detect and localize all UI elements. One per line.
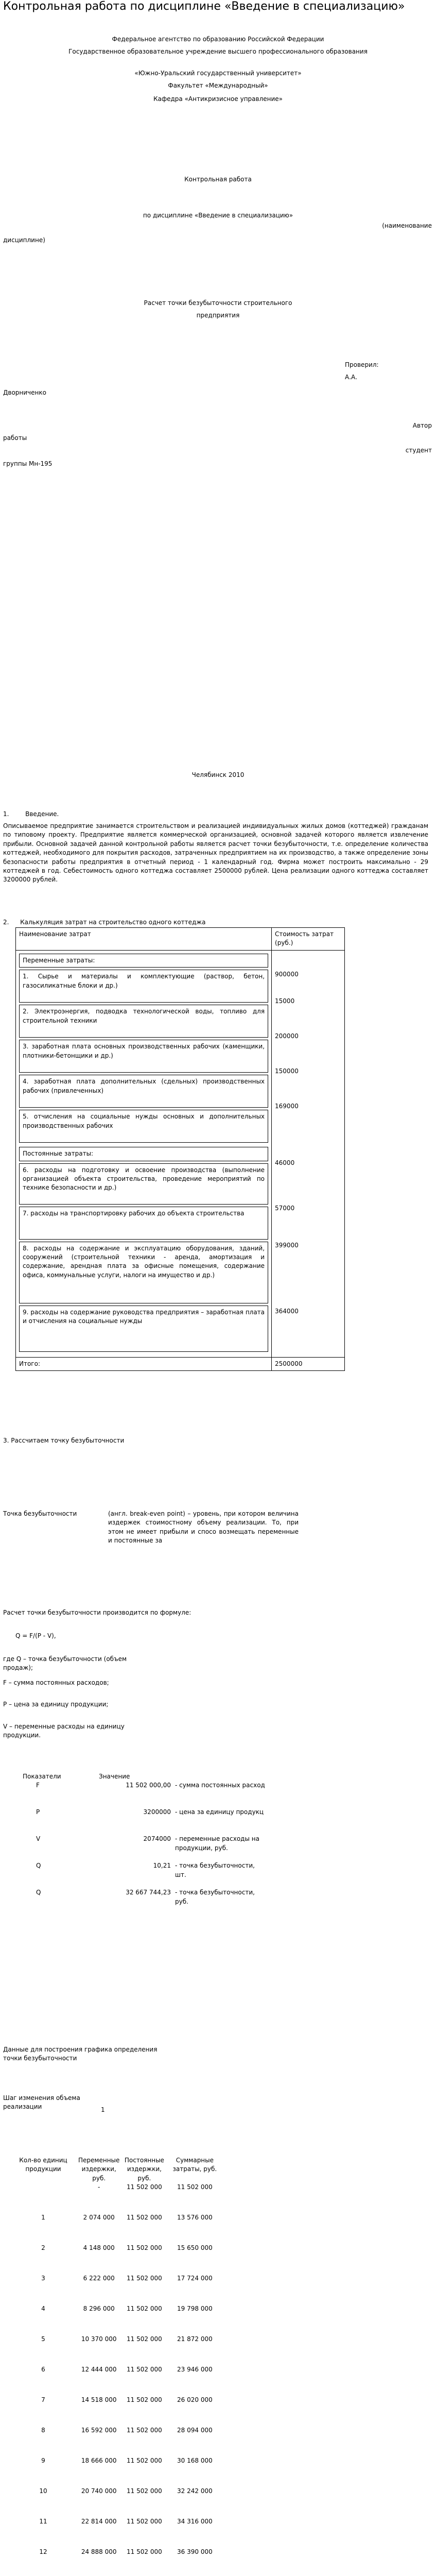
agency-line: Федеральное агентство по образованию Российской Федерации [112, 36, 324, 43]
row-fixed: 11 502 000 [127, 2548, 162, 2556]
group-label: группы Мн-195 [3, 460, 53, 467]
row-total: 28 094 000 [177, 2427, 213, 2434]
section-2-heading [3, 918, 205, 927]
formula: Q = F/(P - V), [15, 1632, 56, 1639]
row-qty: 1 [41, 2214, 45, 2222]
row-var: 6 222 000 [83, 2275, 115, 2282]
variable-cost-item: 5. отчисления на социальные нужды основных и дополнительных производственных рабочих [19, 1110, 268, 1143]
fixed-cost-item: 8. расходы на содержание и эксплуатацию оборудования, зданий, сооружений (строительной техники - аренда, амортизация и содержание, арендная плата за офисные помещения, содержание офиса, коммунальные услуги, налоги на имущество и др.) [19, 1242, 268, 1303]
faculty-line: Факультет «Международный» [168, 82, 268, 89]
table-row [10, 2456, 222, 2487]
row-total: 32 242 000 [177, 2487, 213, 2495]
checked-label: Проверил: [345, 361, 379, 368]
row-qty: 7 [41, 2396, 45, 2404]
work-label: работы [3, 434, 27, 442]
fixed-title: Постоянные затраты: [19, 1147, 268, 1161]
institution-line: Государственное образовательное учреждение высшего профессионального образования [68, 48, 368, 55]
row-qty: 10 [39, 2487, 47, 2495]
table-row [10, 2487, 222, 2517]
row-var: 20 740 000 [81, 2487, 117, 2495]
param-row [21, 1808, 270, 1835]
definition-text: (англ. break-even point) – уровень, при котором величина издержек стоимостному объему реализации. То, при этом не имеет прибыли и спосо возмещать переменные и постоянные за [108, 1510, 299, 1545]
param-name: Q [36, 1889, 41, 1896]
param-value: 3200000 [143, 1808, 171, 1816]
row-var: 2 074 000 [83, 2214, 115, 2222]
row-fixed: 11 502 000 [127, 2366, 162, 2374]
cost-table [15, 927, 345, 1371]
topic-line-2: предприятия [196, 312, 240, 319]
params-header-value: Значение [99, 1773, 130, 1780]
param-desc: - точка безубыточности, шт. [175, 1862, 255, 1878]
topic-line-1: Расчет точки безубыточности строительного [144, 299, 292, 307]
param-desc: - точка безубыточности, руб. [175, 1889, 255, 1905]
param-name: Q [36, 1862, 41, 1870]
param-row [21, 1861, 270, 1888]
bep-table [10, 2156, 222, 2576]
variable-costs-block [16, 950, 272, 1357]
section-1-heading [3, 810, 59, 819]
params-table [21, 1772, 270, 1915]
formula-v-def: V – переменные расходы на единицу продукции. [3, 1723, 125, 1739]
param-value: 11 502 000,00 [126, 1782, 171, 1789]
row-fixed: 11 502 000 [127, 2183, 162, 2191]
section-2-number: 2. [3, 919, 9, 926]
row-fixed: 11 502 000 [127, 2396, 162, 2404]
row-qty: 11 [39, 2518, 47, 2526]
variable-cost-item: 3. заработная плата основных производственных рабочих (каменщики, плотники-бетонщики и др.) [19, 1040, 268, 1073]
row-fixed: 11 502 000 [127, 2305, 162, 2313]
variable-cost-item: 1. Сырье и материалы и комплектующие (раствор, бетон, газосиликатные блоки и др.) [19, 970, 268, 1003]
variable-cost-value: 200000 [275, 1032, 299, 1040]
row-total: 21 872 000 [177, 2335, 213, 2343]
fixed-cost-value: 399000 [275, 1241, 299, 1249]
table-row [10, 2426, 222, 2456]
row-qty: 8 [41, 2427, 45, 2434]
row-qty [10, 2183, 76, 2213]
formula-p-def: Р – цена за единицу продукции; [3, 1701, 109, 1708]
table-row [10, 2396, 222, 2426]
table-row [10, 2517, 222, 2548]
row-total: 30 168 000 [177, 2457, 213, 2465]
param-name: F [36, 1782, 40, 1789]
university-line: «Южно-Уральский государственный университет» [134, 70, 302, 77]
fixed-cost-value: 364000 [275, 1307, 299, 1315]
col-fixed: Постоянные издержки, руб. [124, 2157, 164, 2182]
row-var: 18 666 000 [81, 2457, 117, 2465]
formula-intro: Расчет точки безубыточности производится по формуле: [3, 1609, 191, 1616]
col-qty: Кол-во единиц продукции [19, 2157, 67, 2173]
row-qty: 6 [41, 2366, 45, 2374]
param-name: V [36, 1835, 41, 1843]
row-var: 22 814 000 [81, 2518, 117, 2526]
variable-cost-value: 15000 [275, 997, 295, 1005]
fixed-cost-list [19, 1163, 268, 1352]
variable-cost-values [275, 953, 341, 1128]
table-row [10, 2365, 222, 2396]
row-var: 24 888 000 [81, 2548, 117, 2556]
param-row [21, 1835, 270, 1861]
table-row [10, 2335, 222, 2365]
table-row [10, 2304, 222, 2335]
row-qty: 3 [41, 2275, 45, 2282]
table-row [10, 2244, 222, 2274]
variable-cost-list [19, 970, 268, 1143]
variable-cost-value: 900000 [275, 970, 299, 978]
annotation-right: (наименование [382, 222, 432, 229]
row-var: 4 148 000 [83, 2244, 115, 2252]
section-4-title: Данные для построения графика определения точки безубыточности [3, 2046, 158, 2062]
total-label: Итого: [16, 1357, 272, 1370]
checked-surname: Дворниченко [3, 389, 46, 396]
fixed-cost-values [275, 1145, 341, 1344]
section-1-text: Описываемое предприятие занимается строительством и реализацией индивидуальных жилых домов (коттеджей) гражданам по типовому проекту. Предприятие является коммерческой организацией, основной задачей которого является извлечение прибыли. Основной задачей данной контрольной работы является расчет точки безубыточности, т.е. определение количества коттеджей, необходимого для покрытия расходов, затраченных предприятием на их производство, а также определение зоны безопасности работы предприятия в отчетный период - 1 календарный год. Фирма может построить максимально - 29 коттеджей в год. Себестоимость одного коттеджа составляет 2500000 рублей. Цена реализации одного коттеджа составляет 3200000 рублей. [3, 822, 428, 884]
row-total: 34 316 000 [177, 2518, 213, 2526]
row-var: 14 518 000 [81, 2396, 117, 2404]
annotation-left: дисциплине) [3, 236, 45, 244]
cost-header-name: Наименование затрат [16, 928, 272, 951]
row-var: 16 592 000 [81, 2427, 117, 2434]
definition-term: Точка безубыточности [3, 1510, 77, 1517]
fixed-cost-value: 46000 [275, 1159, 295, 1166]
param-desc: - цена за единицу продукц [175, 1808, 264, 1816]
step-value: 1 [101, 2106, 105, 2113]
author-label: Автор [412, 422, 432, 429]
table-row [10, 2548, 222, 2576]
row-fixed: 11 502 000 [127, 2335, 162, 2343]
param-value: 2074000 [143, 1835, 171, 1843]
param-desc: - сумма постоянных расход [175, 1782, 265, 1789]
param-desc: - переменные расходы на продукции, руб. [175, 1835, 259, 1852]
row-fixed: 11 502 000 [127, 2427, 162, 2434]
cost-header-cost: Стоимость затрат (руб.) [272, 928, 345, 951]
row-total: 36 390 000 [177, 2548, 213, 2556]
row-var: 10 370 000 [81, 2335, 117, 2343]
variable-title: Переменные затраты: [19, 954, 268, 968]
formula-where: где Q – точка безубыточности (объем продаж); [3, 1655, 127, 1672]
formula-f-def: F – сумма постоянных расходов; [3, 1679, 109, 1686]
param-value: 10,21 [153, 1862, 171, 1870]
page-title: Контрольная работа по дисциплине «Введение в специализацию» [3, 0, 405, 13]
section-3-title: 3. Рассчитаем точку безубыточности [3, 1437, 125, 1444]
row-fixed: 11 502 000 [127, 2275, 162, 2282]
row-qty: 5 [41, 2335, 45, 2343]
row-qty: 4 [41, 2305, 45, 2313]
row-fixed: 11 502 000 [127, 2214, 162, 2222]
row-var: 12 444 000 [81, 2366, 117, 2374]
row-total: 15 650 000 [177, 2244, 213, 2252]
row-total: 13 576 000 [177, 2214, 213, 2222]
fixed-cost-item: 9. расходы на содержание руководства предприятия – заработная плата и отчисления на социальные нужды [19, 1306, 268, 1352]
table-row [10, 2183, 222, 2213]
params-header-name: Показатели [23, 1773, 61, 1780]
col-var: Переменные издержки, руб. [78, 2157, 120, 2182]
student-label: студент [405, 447, 432, 454]
row-qty: 2 [41, 2244, 45, 2252]
row-fixed: 11 502 000 [127, 2487, 162, 2495]
param-value: 32 667 744,23 [126, 1889, 171, 1896]
discipline-line: по дисциплине «Введение в специализацию» [143, 212, 293, 219]
row-total: 26 020 000 [177, 2396, 213, 2404]
step-label: Шаг изменения объема реализации [3, 2094, 80, 2111]
row-var: - [98, 2183, 100, 2191]
section-1-title: Введение. [25, 810, 59, 818]
city-year: Челябинск 2010 [191, 771, 245, 778]
table-row [10, 2274, 222, 2304]
row-total: 23 946 000 [177, 2366, 213, 2374]
row-total: 11 502 000 [177, 2183, 213, 2191]
variable-cost-value: 169000 [275, 1102, 299, 1110]
cost-values-column [272, 950, 345, 1357]
row-total: 17 724 000 [177, 2275, 213, 2282]
row-qty: 12 [39, 2548, 47, 2556]
variable-cost-item: 4. заработная плата дополнительных (сдельных) производственных рабочих (привлеченных) [19, 1075, 268, 1108]
total-value: 2500000 [272, 1357, 345, 1370]
fixed-cost-value: 57000 [275, 1204, 295, 1212]
department-line: Кафедра «Антикризисное управление» [153, 95, 283, 103]
row-total: 19 798 000 [177, 2305, 213, 2313]
row-fixed: 11 502 000 [127, 2244, 162, 2252]
row-qty: 9 [41, 2457, 45, 2465]
col-total: Суммарные затраты, руб. [172, 2157, 217, 2173]
table-row [10, 2213, 222, 2244]
work-type: Контрольная работа [184, 176, 252, 183]
row-var: 8 296 000 [83, 2305, 115, 2313]
variable-cost-value: 150000 [275, 1067, 299, 1075]
row-fixed: 11 502 000 [127, 2518, 162, 2526]
variable-cost-item: 2. Электроэнергия, подводка технологической воды, топливо для строительной техники [19, 1005, 268, 1038]
section-2-title: Калькуляция затрат на строительство одного коттеджа [20, 919, 206, 926]
param-row [21, 1888, 270, 1915]
fixed-cost-item: 7. расходы на транспортировку рабочих до объекта строительства [19, 1207, 268, 1240]
checked-name: А.А. [345, 374, 358, 381]
fixed-cost-item: 6. расходы на подготовку и освоение производства (выполнение организацией объекта строительства, проведение мероприятий по технике безопасности и др.) [19, 1163, 268, 1205]
row-fixed: 11 502 000 [127, 2457, 162, 2465]
param-row [21, 1781, 270, 1808]
section-1-number: 1. [3, 810, 9, 818]
param-name: P [36, 1808, 40, 1816]
